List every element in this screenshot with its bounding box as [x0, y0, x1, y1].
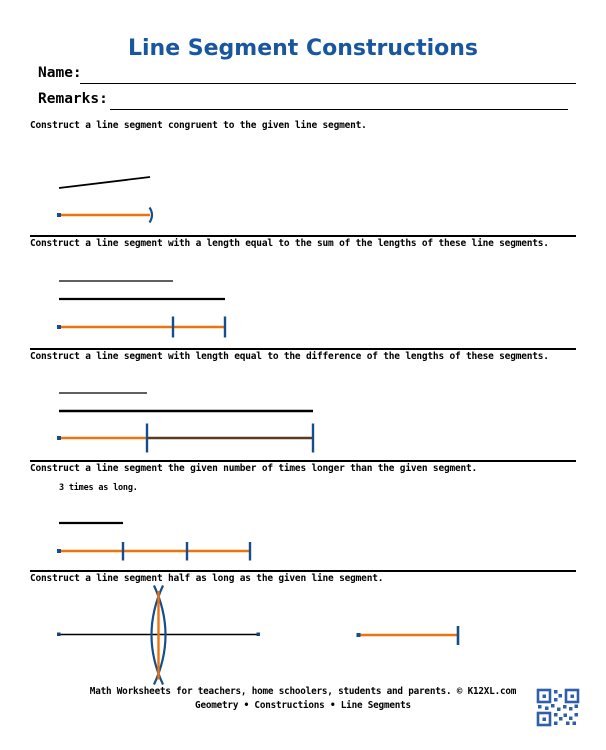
- section-divider: [30, 235, 576, 237]
- segment-start-mark: [357, 633, 361, 637]
- given-segment-slanted: [59, 177, 150, 188]
- section-divider: [30, 570, 576, 572]
- compass-arc-right-center: [152, 586, 164, 685]
- compass-arc-mark: [150, 208, 153, 223]
- section-divider: [30, 460, 576, 462]
- segment-start-mark: [57, 633, 61, 637]
- segment-start-mark: [57, 436, 61, 440]
- segment-start-mark: [57, 325, 61, 329]
- remarks-label: Remarks:: [38, 91, 108, 107]
- instruction-difference: Construct a line segment with length equal to the difference of the lengths of these segments.: [30, 351, 549, 362]
- page-title: Line Segment Constructions: [127, 36, 478, 61]
- instruction-times-longer: Construct a line segment the given number of times longer than the given segment.: [30, 463, 478, 474]
- segment-start-mark: [57, 549, 61, 553]
- segment-end-mark: [257, 633, 261, 637]
- section-divider: [30, 348, 576, 350]
- times-longer-note: 3 times as long.: [59, 483, 138, 493]
- instruction-sum: Construct a line segment with a length equal to the sum of the lengths of these line segments.: [30, 238, 549, 249]
- remarks-write-line: [110, 109, 568, 110]
- name-write-line: [80, 83, 576, 84]
- instruction-half-as-long: Construct a line segment half as long as the given line segment.: [30, 573, 384, 584]
- instruction-congruent: Construct a line segment congruent to the given line segment.: [30, 120, 367, 131]
- footer-breadcrumb: Geometry • Constructions • Line Segments: [195, 700, 411, 711]
- segment-start-mark: [57, 213, 61, 217]
- name-label: Name:: [38, 65, 82, 81]
- compass-arc-left-center: [154, 586, 166, 685]
- footer-credit: Math Worksheets for teachers, home schoolers, students and parents. © K12XL.com: [89, 686, 517, 697]
